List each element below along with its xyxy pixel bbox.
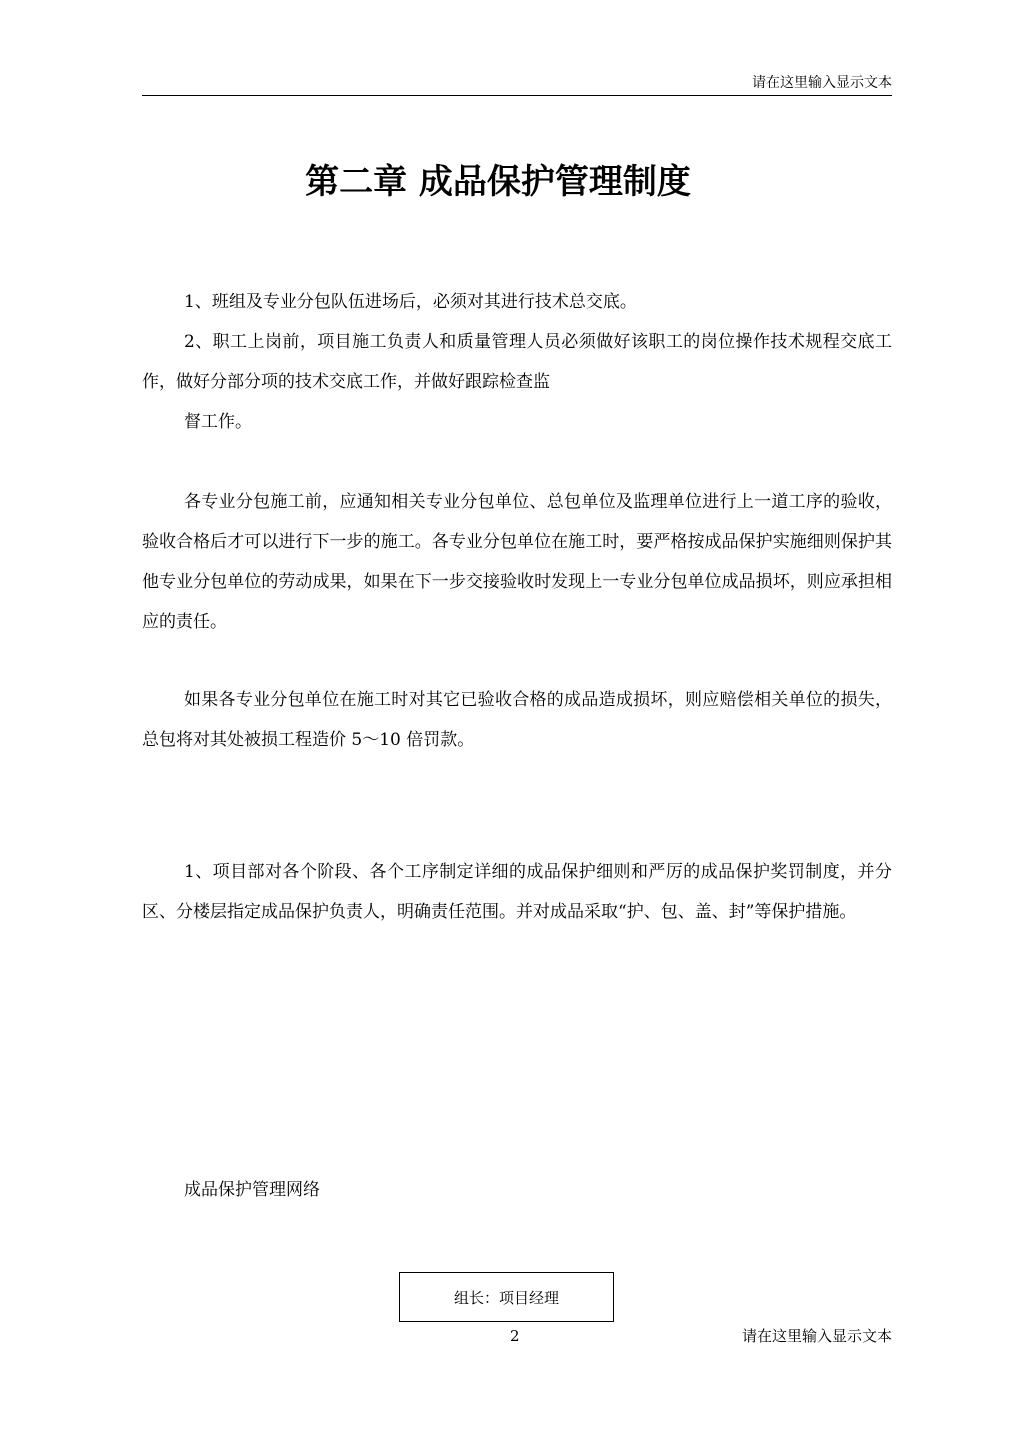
org-chart-top-box — [399, 1272, 614, 1322]
chapter-title: 第二章 成品保护管理制度 — [305, 162, 691, 202]
paragraph-4: 如果各专业分包单位在施工时对其它已验收合格的成品造成损坏，则应赔偿相关单位的损失，总包将对其处被损工程造价 5～10 倍罚款。 — [142, 690, 892, 750]
org-chart-top-label: 组长：项目经理 — [453, 1288, 559, 1307]
paragraph-1: 1、班组及专业分包队伍进场后，必须对其进行技术总交底。 — [184, 292, 637, 312]
paragraph-2: 2、职工上岗前，项目施工负责人和质量管理人员必须做好该职工的岗位操作技术规程交底工作，做好分部分项的技术交底工作，并做好跟踪检查监 — [142, 332, 892, 392]
paragraph-5: 1、项目部对各个阶段、各个工序制定详细的成品保护细则和严厉的成品保护奖罚制度，并分区、分楼层指定成品保护负责人，明确责任范围。并对成品采取“护、包、盖、封”等保护措施。 — [142, 862, 892, 922]
paragraph-3: 各专业分包施工前，应通知相关专业分包单位、总包单位及监理单位进行上一道工序的验收，验收合格后才可以进行下一步的施工。各专业分包单位在施工时，要严格按成品保护实施细则保护其他专业分包单位的劳动成果，如果在下一步交接验收时发现上一专业分包单位成品损坏，则应承担相应的责任。 — [142, 492, 892, 632]
header-divider — [142, 95, 892, 96]
page-number: 2 — [510, 1327, 520, 1345]
paragraph-2-continuation: 督工作。 — [184, 412, 252, 432]
section-label-network: 成品保护管理网络 — [184, 1180, 320, 1200]
header-text: 请在这里输入显示文本 — [752, 75, 892, 91]
footer-text: 请在这里输入显示文本 — [741, 1327, 892, 1345]
